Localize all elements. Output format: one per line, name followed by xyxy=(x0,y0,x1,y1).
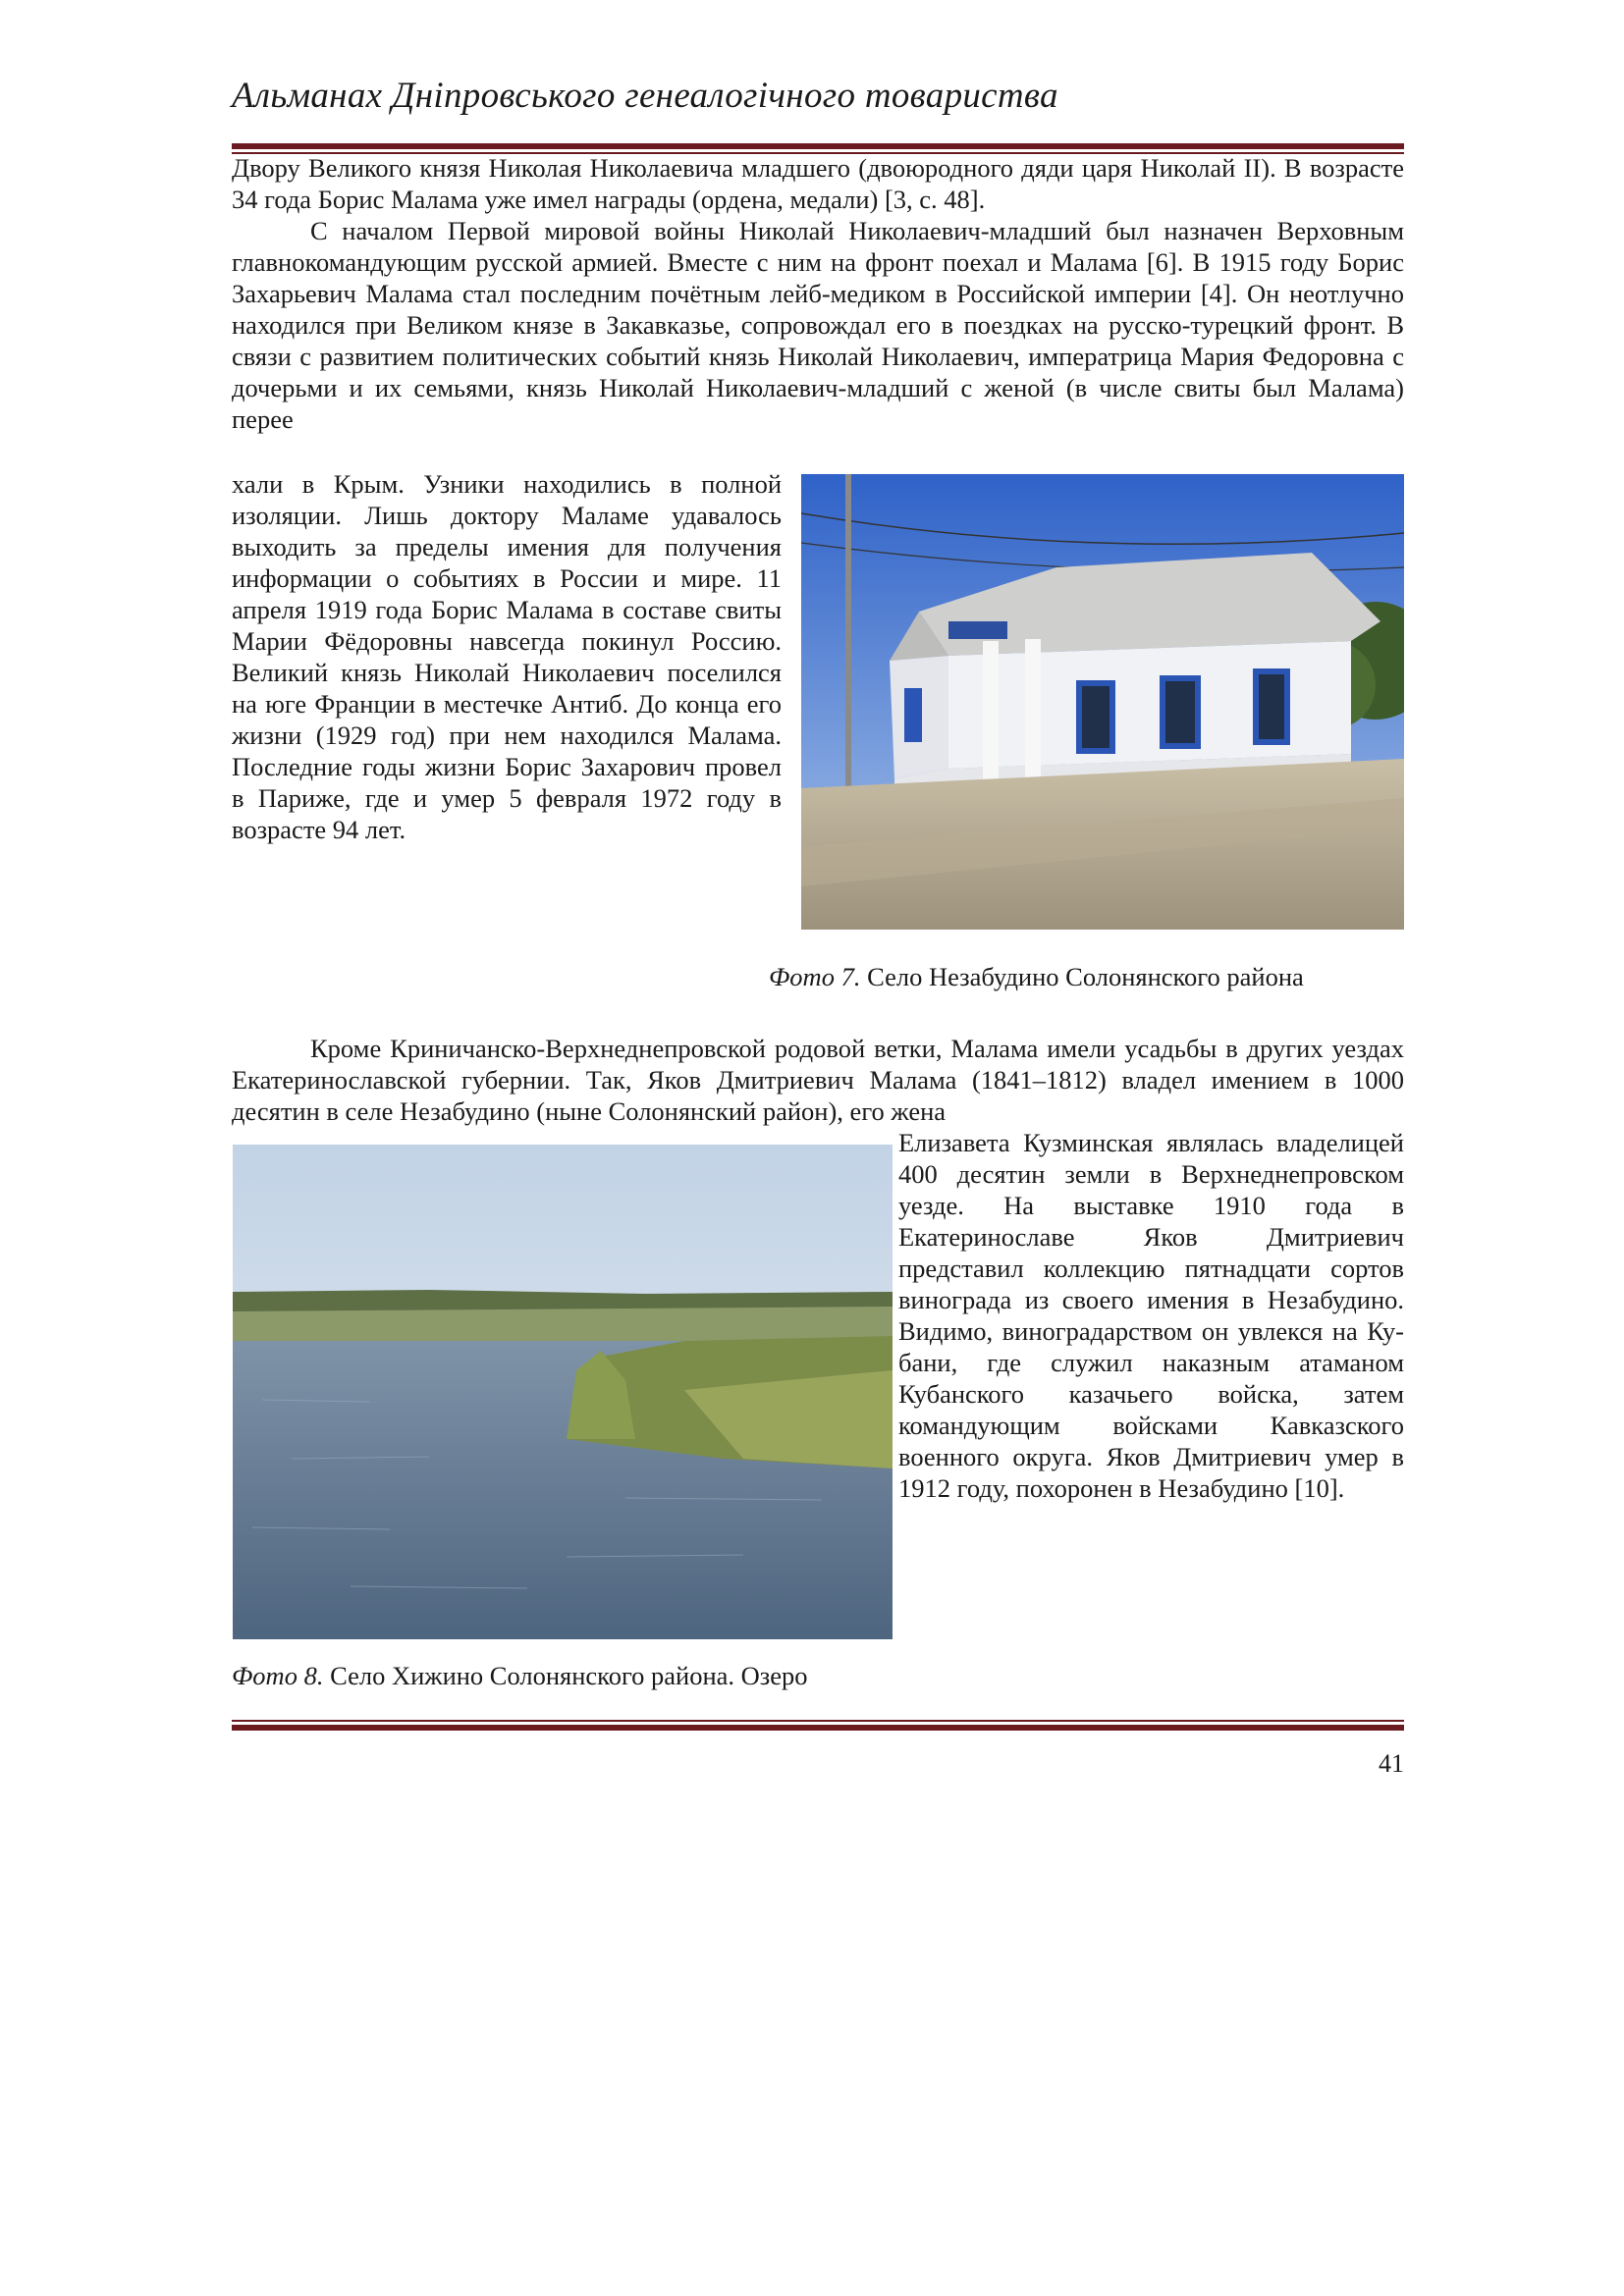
paragraph-crimea: хали в Крым. Узники находились в полной изоляции. Лишь доктору Маламе удавалось выходить за пределы имения для получения информации о событиях в России и мире. 11 апреля 1919 года Борис Малама в составе свиты Марии Фёдоровны навсегда покинул Россию. Великий князь Николай Николаевич поселился на юге Франции в местечке Антиб. До конца его жизни (1929 год) при нем находился Малама. Последние годы жизни Борис Захарович провел в Париже, где и умер 5 февраля 1972 году в возрасте 94 лет. xyxy=(232,469,782,844)
photo8-caption-label: Фото 8. xyxy=(232,1661,324,1690)
body-text-crimea xyxy=(232,468,782,845)
body-text-top xyxy=(232,152,1404,435)
paragraph-other-branches: Кроме Криничанско-Верхнеднепровской родовой ветки, Малама имели усадьбы в других уездах Екатеринославской губернии. Так, Яков Дмитриевич Малама (1841–1812) владел имением в 1000 десятин в селе Незабудино (ныне Солонянский район), его жена xyxy=(232,1034,1404,1126)
paragraph-continuation: Двору Великого князя Николая Николаевича младшего (двоюродного дяди царя Николай II). В возрасте 34 года Борис Малама уже имел награды (ордена, медали) [3, с. 48]. xyxy=(232,153,1404,214)
body-text-middle xyxy=(232,1033,1404,1127)
running-header-title: Альманах Дніпровського генеалогічного товариства xyxy=(232,76,1058,116)
footer-rule xyxy=(232,1720,1404,1731)
paragraph-yakov: Елизавета Кузминская являлась владелицей 400 десятин земли в Верхнеднепровском уезде. На выставке 1910 года в Екатеринославе Яков Дмитриевич представил коллекцию пятнадцати сортов винограда из своего имения в Незабудино. Видимо, виноградарством он увлекся на Кубани, где служил наказным атаманом Кубанского казачьего войска, затем командующим войсками Кавказского военного округа. Яков Дмитриевич умер в 1912 году, похоронен в Незабудино [10]. xyxy=(898,1128,1404,1503)
photo-nezabudino-building xyxy=(801,474,1404,930)
page-number: 41 xyxy=(1379,1749,1404,1778)
photo7-caption-label: Фото 7. xyxy=(769,962,861,991)
photo-khizhino-lake xyxy=(233,1145,893,1639)
body-text-yakov xyxy=(898,1127,1404,1504)
paragraph-war-intro: С началом Первой мировой войны Николай Николаевич-младший был назначен Верховным главнокомандующим русской армией. Вместе с ним на фронт поехал и Малама [6]. В 1915 году Борис Захарьевич Малама стал последним почётным лейб-медиком в Российской империи [4]. Он неотлучно находился при Великом князе в Закавказье, сопровождал его в поездках на русско-турецкий фронт. В связи с развитием политических событий князь Николай Николаевич, императрица Мария Федоровна с дочерьми и их семьями, князь Николай Николаевич-младший с женой (в числе свиты был Малама) перее xyxy=(232,216,1404,434)
photo8-caption-text: Село Хижино Солонянского района. Озеро xyxy=(323,1661,808,1690)
photo7-caption xyxy=(769,962,1304,992)
photo7-caption-text: Село Незабудино Солонянского района xyxy=(860,962,1304,991)
photo8-caption xyxy=(232,1661,808,1691)
